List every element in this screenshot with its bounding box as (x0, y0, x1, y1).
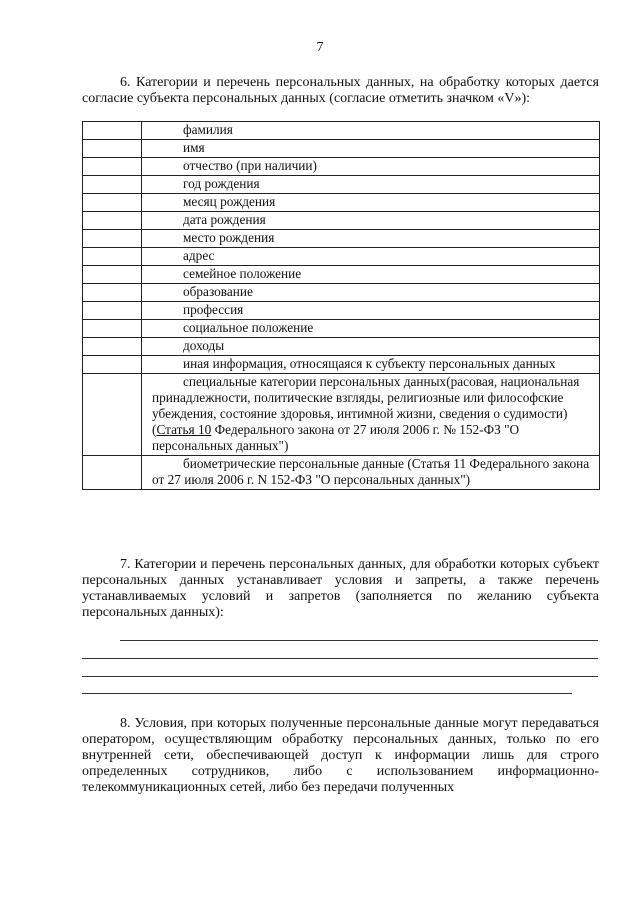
consent-checkbox-cell[interactable] (83, 230, 142, 248)
consent-row (83, 248, 600, 266)
consent-row-special (83, 374, 600, 456)
article-10-link[interactable]: Статья 10 (156, 422, 212, 437)
consent-item-label: место рождения (142, 230, 600, 248)
consent-item-label: семейное положение (142, 266, 600, 284)
consent-item-label: год рождения (142, 176, 600, 194)
consent-checkbox-cell[interactable] (83, 158, 142, 176)
consent-row (83, 122, 600, 140)
fill-in-line-3[interactable] (82, 676, 598, 677)
consent-checkbox-cell[interactable] (83, 140, 142, 158)
consent-item-label (142, 356, 600, 374)
consent-item-label: отчество (при наличии) (142, 158, 600, 176)
consent-row (83, 266, 600, 284)
consent-row (83, 212, 600, 230)
fill-in-line-4[interactable] (82, 693, 572, 694)
consent-checkbox-cell[interactable] (83, 302, 142, 320)
consent-checkbox-cell[interactable] (83, 284, 142, 302)
consent-row (83, 302, 600, 320)
consent-item-text: иная информация, относящаяся к субъекту персональных данных (183, 356, 556, 371)
special-categories-text (152, 374, 591, 454)
consent-item-label: фамилия (142, 122, 600, 140)
consent-checkbox-cell[interactable] (83, 194, 142, 212)
consent-table (82, 121, 600, 490)
page-number: 7 (316, 40, 324, 55)
consent-checkbox-cell[interactable] (83, 122, 142, 140)
consent-item-label: образование (142, 284, 600, 302)
consent-checkbox-cell[interactable] (83, 248, 142, 266)
consent-item-label: социальное положение (142, 320, 600, 338)
consent-item-label: дата рождения (142, 212, 600, 230)
consent-checkbox-cell[interactable] (83, 266, 142, 284)
consent-item-label: доходы (142, 338, 600, 356)
consent-row (83, 356, 600, 374)
biometric-text: биометрические персональные данные (Статья 11 Федерального закона от 27 июля 2006 г. N 152-ФЗ "О персональных данных") (152, 456, 590, 487)
consent-item-label: месяц рождения (142, 194, 600, 212)
consent-checkbox-cell[interactable] (83, 456, 142, 490)
consent-checkbox-cell[interactable] (83, 338, 142, 356)
consent-item-label: имя (142, 140, 600, 158)
consent-checkbox-cell[interactable] (83, 356, 142, 374)
consent-row (83, 140, 600, 158)
section-6-text: 6. Категории и перечень персональных данных, на обработку которых дается согласие субъекта персональных данных (согласие отметить значком «V»): (82, 75, 599, 106)
consent-row (83, 230, 600, 248)
consent-row (83, 338, 600, 356)
fill-in-line-1[interactable] (120, 640, 598, 641)
special-text-after: Федерального закона от 27 июля 2006 г. № 152-ФЗ "О персональных данных") (152, 422, 520, 453)
consent-checkbox-cell[interactable] (83, 176, 142, 194)
special-text-before: специальные категории персональных данных(расовая, национальная принадлежности, политические взгляды, религиозные или философские убеждения, состояние здоровья, интимной жизни, сведения о судимости) ( (152, 374, 580, 437)
special-categories-label (142, 374, 600, 456)
consent-row (83, 284, 600, 302)
biometric-label (142, 456, 600, 490)
section-7-text: 7. Категории и перечень персональных данных, для обработки которых субъект персональных данных устанавливает условия и запреты, а также перечень устанавливаемых условий и запретов (заполняется по желанию субъекта персональных данных): (82, 557, 599, 620)
consent-row (83, 194, 600, 212)
consent-checkbox-cell[interactable] (83, 320, 142, 338)
section-8-text: 8. Условия, при которых полученные персональные данные могут передаваться оператором, осуществляющим обработку персональных данных, только по его внутренней сети, обеспечивающей доступ к информации лишь для строго определенных сотрудников, либо с использованием информационно-телекоммуникационных сетей, либо без передачи полученных (82, 716, 599, 795)
consent-row (83, 320, 600, 338)
consent-checkbox-cell[interactable] (83, 374, 142, 456)
consent-item-label: профессия (142, 302, 600, 320)
consent-row (83, 176, 600, 194)
consent-checkbox-cell[interactable] (83, 212, 142, 230)
consent-item-label: адрес (142, 248, 600, 266)
consent-row-biometric (83, 456, 600, 490)
consent-row (83, 158, 600, 176)
fill-in-line-2[interactable] (82, 658, 598, 659)
